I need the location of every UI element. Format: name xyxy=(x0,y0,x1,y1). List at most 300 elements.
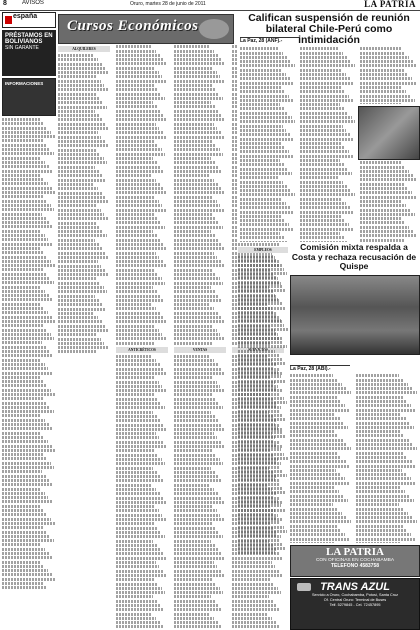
text-line xyxy=(238,371,278,374)
text-line xyxy=(356,512,408,515)
text-line xyxy=(2,384,47,387)
text-line xyxy=(238,311,274,314)
text-line xyxy=(58,269,105,272)
banner-graphic xyxy=(199,19,229,39)
text-line xyxy=(300,193,355,196)
text-line xyxy=(240,142,281,145)
text-line xyxy=(238,264,280,267)
text-line xyxy=(356,379,404,382)
text-line xyxy=(238,453,284,456)
text-line xyxy=(300,159,340,162)
text-line xyxy=(116,402,161,405)
text-line xyxy=(2,346,46,349)
text-line xyxy=(174,93,219,96)
text-line xyxy=(300,107,344,110)
text-line xyxy=(58,329,109,332)
text-line xyxy=(174,252,214,255)
text-line xyxy=(58,312,94,315)
text-line xyxy=(116,570,163,573)
text-line xyxy=(290,452,337,455)
text-line xyxy=(116,221,161,224)
text-line xyxy=(2,135,55,138)
text-line xyxy=(2,148,50,151)
transport-ad[interactable] xyxy=(290,578,420,630)
text-line xyxy=(174,428,225,431)
text-line xyxy=(174,54,218,57)
text-line xyxy=(58,97,100,100)
text-line xyxy=(360,69,404,72)
text-line xyxy=(360,82,416,85)
text-line xyxy=(116,312,160,315)
text-line xyxy=(300,172,352,175)
text-line xyxy=(2,462,51,465)
text-line xyxy=(174,475,219,478)
text-line xyxy=(238,539,279,542)
text-line xyxy=(116,432,156,435)
transport-line: Servicio a Oruro, Cochabamba, Potosí, Santa Cruz xyxy=(311,593,399,597)
article-byline: La Paz, 28 (ANF).- xyxy=(240,37,300,44)
text-line xyxy=(116,398,158,401)
text-line xyxy=(238,517,277,520)
text-line xyxy=(58,123,106,126)
text-line xyxy=(240,52,283,55)
text-line xyxy=(174,71,217,74)
text-line xyxy=(238,461,276,464)
text-line xyxy=(174,544,215,547)
text-line xyxy=(360,86,402,89)
text-line xyxy=(58,144,108,147)
text-line xyxy=(174,239,218,242)
text-line xyxy=(2,243,52,246)
text-line xyxy=(238,315,277,318)
text-line xyxy=(240,150,289,153)
article-text-column xyxy=(240,46,296,242)
promo-telephone: TELEFONO 4583758 xyxy=(330,563,380,569)
text-line xyxy=(240,129,286,132)
text-line xyxy=(2,402,46,405)
text-line xyxy=(116,475,161,478)
text-line xyxy=(116,552,164,555)
text-line xyxy=(174,256,217,259)
text-line xyxy=(58,295,95,298)
text-line xyxy=(2,380,44,383)
text-line xyxy=(174,531,219,534)
article-body-text xyxy=(360,161,418,242)
text-line xyxy=(174,209,224,212)
text-line xyxy=(238,397,284,400)
text-line xyxy=(174,561,214,564)
text-line xyxy=(58,226,100,229)
text-line xyxy=(2,298,53,301)
text-line xyxy=(116,514,162,517)
text-line xyxy=(58,153,100,156)
text-line xyxy=(2,573,52,576)
text-line xyxy=(300,99,353,102)
text-line xyxy=(116,174,152,177)
text-line xyxy=(240,47,279,50)
text-line xyxy=(356,516,412,519)
text-line xyxy=(174,462,223,465)
text-line xyxy=(116,415,157,418)
text-line xyxy=(240,112,288,115)
text-line xyxy=(174,518,224,521)
text-line xyxy=(2,204,51,207)
text-line xyxy=(174,58,221,61)
text-line xyxy=(238,255,273,258)
article-text-column xyxy=(360,160,418,242)
text-line xyxy=(174,570,221,573)
classified-subhead: ALQUILERES xyxy=(58,46,110,52)
text-line xyxy=(116,479,164,482)
text-line xyxy=(116,462,165,465)
left-ad-column xyxy=(2,12,56,630)
text-line xyxy=(2,174,40,177)
text-line xyxy=(2,122,44,125)
text-line xyxy=(2,251,44,254)
text-line xyxy=(300,120,355,123)
text-line xyxy=(116,183,160,186)
text-line xyxy=(300,168,348,171)
text-line xyxy=(356,542,401,543)
text-line xyxy=(356,473,406,476)
text-line xyxy=(2,118,40,121)
text-line xyxy=(290,486,335,489)
text-line xyxy=(238,491,286,494)
text-line xyxy=(174,621,218,624)
text-line xyxy=(58,299,99,302)
text-line xyxy=(116,131,163,134)
text-line xyxy=(290,542,335,543)
text-line xyxy=(116,406,165,409)
text-line xyxy=(116,54,160,57)
text-line xyxy=(174,449,212,452)
text-line xyxy=(356,430,400,433)
text-line xyxy=(300,142,341,145)
article-text-column xyxy=(360,46,418,104)
text-line xyxy=(290,529,341,532)
text-line xyxy=(2,350,50,353)
text-line xyxy=(290,417,340,420)
text-line xyxy=(174,157,211,160)
text-line xyxy=(174,527,216,530)
text-line xyxy=(356,434,404,437)
text-line xyxy=(2,367,48,370)
text-line xyxy=(2,217,46,220)
text-line xyxy=(116,316,163,319)
text-line xyxy=(174,625,221,628)
text-line xyxy=(300,223,349,226)
text-line xyxy=(116,123,156,126)
text-line xyxy=(238,513,273,516)
text-line xyxy=(116,166,161,169)
text-line xyxy=(174,303,210,306)
text-line xyxy=(2,152,54,155)
text-line xyxy=(58,350,96,353)
text-line xyxy=(238,504,281,507)
text-line xyxy=(58,320,102,323)
text-line xyxy=(238,302,282,305)
text-line xyxy=(174,273,216,276)
text-line xyxy=(58,80,101,83)
text-line xyxy=(174,191,225,194)
text-line xyxy=(116,424,164,427)
text-line xyxy=(290,469,336,472)
text-line xyxy=(116,484,152,487)
text-line xyxy=(116,428,167,431)
text-line xyxy=(300,56,347,59)
text-line xyxy=(174,260,221,263)
text-line xyxy=(116,621,160,624)
text-line xyxy=(2,260,51,263)
text-line xyxy=(290,477,345,480)
section-label: AVISOS xyxy=(22,0,44,6)
classified-subhead: EMPLEOS xyxy=(238,247,288,253)
text-line xyxy=(240,202,286,205)
text-line xyxy=(116,604,161,607)
text-line xyxy=(116,118,167,121)
text-line xyxy=(174,187,221,190)
text-line xyxy=(174,381,217,384)
text-line xyxy=(360,56,409,59)
text-line xyxy=(2,372,52,375)
text-line xyxy=(58,243,99,246)
text-line xyxy=(238,281,279,284)
text-line xyxy=(116,140,154,143)
text-line xyxy=(238,427,278,430)
text-line xyxy=(290,525,337,528)
text-line xyxy=(174,492,218,495)
la-patria-promo[interactable] xyxy=(290,545,420,577)
text-line xyxy=(58,252,106,255)
text-line xyxy=(174,613,210,616)
text-line xyxy=(240,172,292,175)
text-line xyxy=(290,490,339,493)
text-line xyxy=(238,319,281,322)
text-line xyxy=(290,456,341,459)
text-line xyxy=(360,103,401,104)
text-line xyxy=(174,385,220,388)
text-line xyxy=(300,146,345,149)
loans-ad[interactable] xyxy=(2,30,56,76)
text-line xyxy=(360,234,417,237)
text-line xyxy=(2,414,41,417)
text-line xyxy=(238,414,283,417)
classified-text xyxy=(238,255,288,554)
text-line xyxy=(360,166,405,169)
page-date: Oruro, martes 28 de junio de 2011 xyxy=(130,1,206,7)
text-line xyxy=(300,95,349,98)
text-line xyxy=(174,372,225,375)
text-line xyxy=(2,427,53,430)
text-line xyxy=(116,217,158,220)
text-line xyxy=(2,195,43,198)
info-ad[interactable] xyxy=(2,78,56,116)
text-line xyxy=(116,153,165,156)
text-line xyxy=(116,449,154,452)
text-line xyxy=(240,219,285,222)
text-line xyxy=(174,376,213,379)
text-line xyxy=(238,294,275,297)
text-line xyxy=(116,114,164,117)
text-line xyxy=(174,118,225,121)
text-line xyxy=(360,73,408,76)
text-line xyxy=(2,234,45,237)
text-line xyxy=(2,565,44,568)
text-line xyxy=(300,69,342,72)
text-line xyxy=(300,116,352,119)
text-line xyxy=(174,368,221,371)
text-line xyxy=(174,75,220,78)
text-line xyxy=(240,125,283,128)
text-line xyxy=(2,182,48,185)
text-line xyxy=(356,422,410,425)
text-line xyxy=(238,496,274,499)
text-line xyxy=(2,582,43,585)
text-line xyxy=(116,467,153,470)
text-line xyxy=(2,522,55,525)
text-line xyxy=(174,277,220,280)
text-line xyxy=(58,127,109,130)
text-line xyxy=(174,509,217,512)
text-line xyxy=(116,93,161,96)
text-line xyxy=(174,307,214,310)
text-line xyxy=(116,411,153,414)
text-line xyxy=(116,518,166,521)
text-line xyxy=(238,276,276,279)
text-line xyxy=(2,578,55,581)
text-line xyxy=(290,460,346,463)
text-line xyxy=(300,232,340,235)
classified-text xyxy=(174,45,226,344)
text-line xyxy=(116,247,167,250)
text-line xyxy=(290,499,348,502)
text-line xyxy=(58,161,107,164)
text-line xyxy=(116,320,167,323)
text-line xyxy=(116,67,155,70)
text-line xyxy=(290,379,338,382)
text-line xyxy=(240,159,280,162)
text-line xyxy=(2,307,44,310)
text-line xyxy=(360,64,417,67)
text-line xyxy=(356,538,416,541)
text-line xyxy=(360,95,410,98)
text-line xyxy=(238,500,278,503)
text-line xyxy=(174,432,214,435)
text-line xyxy=(360,90,406,93)
text-line xyxy=(240,69,282,72)
text-line xyxy=(238,457,288,460)
text-line xyxy=(116,376,155,379)
text-line xyxy=(58,88,108,91)
text-line xyxy=(356,477,411,480)
text-line xyxy=(238,444,277,447)
text-line xyxy=(2,225,53,228)
text-line xyxy=(58,256,109,259)
text-line xyxy=(116,136,166,139)
courses-banner[interactable] xyxy=(58,14,234,44)
text-line xyxy=(240,163,284,166)
transport-line: Telf. 5279845 - Cel. 72457895 xyxy=(329,603,381,607)
text-line xyxy=(238,435,285,438)
text-line xyxy=(116,501,167,504)
text-line xyxy=(240,103,280,106)
text-line xyxy=(300,206,350,209)
banner-title: Cursos Económicos xyxy=(67,18,199,34)
text-line xyxy=(300,198,342,201)
text-line xyxy=(238,470,283,473)
text-line xyxy=(116,617,156,620)
page-number: 8 xyxy=(3,0,7,7)
text-line xyxy=(238,466,280,469)
text-line xyxy=(116,110,160,113)
text-line xyxy=(2,187,52,190)
classified-column-1 xyxy=(58,44,110,630)
text-line xyxy=(2,316,52,319)
text-line xyxy=(2,311,48,314)
text-line xyxy=(290,520,351,523)
text-line xyxy=(2,333,51,336)
text-line xyxy=(360,209,410,212)
text-line xyxy=(240,241,288,242)
text-line xyxy=(116,342,154,345)
text-line xyxy=(116,359,156,362)
text-line xyxy=(238,298,278,301)
masthead: LA PATRIA xyxy=(364,0,416,9)
text-line xyxy=(116,540,153,543)
text-line xyxy=(174,174,210,177)
text-line xyxy=(300,133,350,136)
text-line xyxy=(240,64,295,67)
text-line xyxy=(116,595,153,598)
text-line xyxy=(174,67,213,70)
text-line xyxy=(300,211,354,214)
text-line xyxy=(238,259,277,262)
text-line xyxy=(2,586,47,589)
text-line xyxy=(116,488,156,491)
text-line xyxy=(290,422,344,425)
text-line xyxy=(356,529,407,532)
text-line xyxy=(116,372,167,375)
text-line xyxy=(238,272,287,275)
text-line xyxy=(116,363,160,366)
text-line xyxy=(290,538,350,541)
text-line xyxy=(300,52,343,55)
text-line xyxy=(2,354,53,357)
text-line xyxy=(174,110,218,113)
text-line xyxy=(116,307,156,310)
text-line xyxy=(300,215,341,218)
text-line xyxy=(360,178,417,181)
text-line xyxy=(356,391,417,394)
text-line xyxy=(356,460,412,463)
text-line xyxy=(116,170,164,173)
text-line xyxy=(174,600,215,603)
text-line xyxy=(58,277,96,280)
text-line xyxy=(116,522,154,525)
text-line xyxy=(58,170,99,173)
text-line xyxy=(2,273,46,276)
text-line xyxy=(238,423,275,426)
text-line xyxy=(174,398,216,401)
espana-ad[interactable] xyxy=(2,12,56,28)
text-line xyxy=(356,443,413,446)
text-line xyxy=(360,174,413,177)
text-line xyxy=(360,187,408,190)
text-line xyxy=(174,123,214,126)
text-line xyxy=(174,221,219,224)
text-line xyxy=(300,60,351,63)
text-line xyxy=(300,163,344,166)
